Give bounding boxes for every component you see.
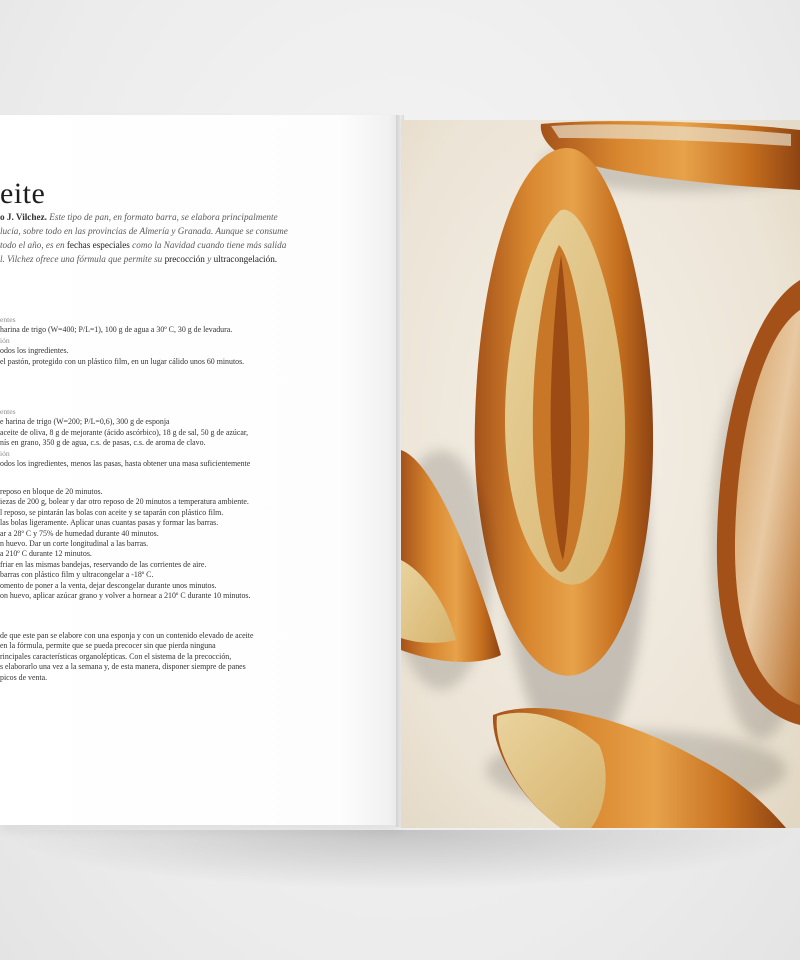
recipe-intro — [0, 210, 308, 266]
process-steps — [0, 487, 310, 601]
section-subheading: entes — [0, 407, 16, 416]
intro-text: l. Vilchez ofrece una fórmula que permite su — [0, 254, 165, 264]
section-subheading: entes — [0, 315, 16, 324]
recipe-line: omento de poner a la venta, dejar descongelar durante unos minutos. — [0, 580, 217, 590]
recipe-line: s elaborarlo una vez a la semana y, de esta manera, disponer siempre de panes — [0, 662, 246, 672]
recipe-line: odos los ingredientes, menos las pasas, hasta obtener una masa suficientemente — [0, 458, 251, 468]
right-page-photo — [401, 120, 800, 828]
recipe-line: el pastón, protegido con un plástico film, en un lugar cálido unos 60 minutos. — [0, 356, 245, 366]
intro-line — [0, 252, 308, 266]
masa-section — [0, 407, 310, 469]
recipe-line: harina de trigo (W=400; P/L=1), 100 g de agua a 30º C, 30 g de levadura. — [0, 325, 233, 335]
intro-text: y — [204, 254, 214, 264]
intro-text: lucía, sobre todo en las provincias de Almería y Granada. Aunque se consume — [0, 226, 288, 236]
left-page — [0, 115, 400, 825]
intro-highlight: precocción — [164, 254, 205, 264]
recipe-line: de que este pan se elabore con una esponja y con un contenido elevado de aceite — [0, 631, 254, 640]
author-name: o J. Vilchez. — [0, 212, 47, 222]
recipe-line: iezas de 200 g, bolear y dar otro reposo de 20 minutos a temperatura ambiente. — [0, 497, 249, 507]
recipe-line: odos los ingredientes. — [0, 346, 69, 356]
intro-text: como la Navidad cuando tiene más salida — [129, 240, 287, 250]
recipe-line: las bolas ligeramente. Aplicar unas cuantas pasas y formar las barras. — [0, 518, 219, 528]
recipe-notes — [0, 631, 310, 683]
recipe-line: picos de venta. — [0, 672, 48, 682]
recipe-line: reposo en bloque de 20 minutos. — [0, 487, 103, 496]
recipe-line: l reposo, se pintarán las bolas con aceite y se taparán con plástico film. — [0, 507, 224, 517]
book-shadow — [0, 830, 800, 890]
recipe-line: friar en las mismas bandejas, reservando de las corrientes de aire. — [0, 559, 207, 569]
recipe-line: on huevo, aplicar azúcar grano y volver a hornear a 210º C durante 10 minutos. — [0, 590, 251, 600]
intro-line — [0, 210, 308, 224]
recipe-line: ar a 28º C y 75% de humedad durante 40 minutos. — [0, 528, 159, 538]
section-subheading: ión — [0, 448, 10, 458]
recipe-title: eite — [0, 177, 46, 210]
recipe-line: rincipales características organolépticas. Con el sistema de la precocción, — [0, 651, 232, 661]
recipe-line: e harina de trigo (W=200; P/L=0,6), 300 g de esponja — [0, 417, 170, 427]
intro-line — [0, 238, 308, 252]
recipe-line: en la fórmula, permite que se pueda precocer sin que pierda ninguna — [0, 641, 216, 651]
section-subheading: ión — [0, 335, 10, 345]
intro-text: Este tipo de pan, en formato barra, se elabora principalmente — [46, 212, 278, 222]
intro-text: todo el año, es en — [0, 240, 67, 250]
recipe-line: a 210º C durante 12 minutos. — [0, 549, 92, 559]
recipe-line: barras con plástico film y ultracongelar a -18º C. — [0, 570, 154, 580]
recipe-line: aceite de oliva, 8 g de mejorante (ácido ascórbico), 18 g de sal, 50 g de azúcar, — [0, 427, 249, 437]
recipe-line: n huevo. Dar un corte longitudinal a las barras. — [0, 538, 149, 548]
intro-line — [0, 224, 308, 238]
intro-highlight: fechas especiales — [66, 240, 130, 250]
esponja-section — [0, 315, 310, 367]
intro-highlight: ultracongelación. — [213, 254, 278, 264]
recipe-line: nís en grano, 350 g de agua, c.s. de pasas, c.s. de aroma de clavo. — [0, 438, 206, 448]
bread-loaves-photo — [401, 120, 800, 828]
